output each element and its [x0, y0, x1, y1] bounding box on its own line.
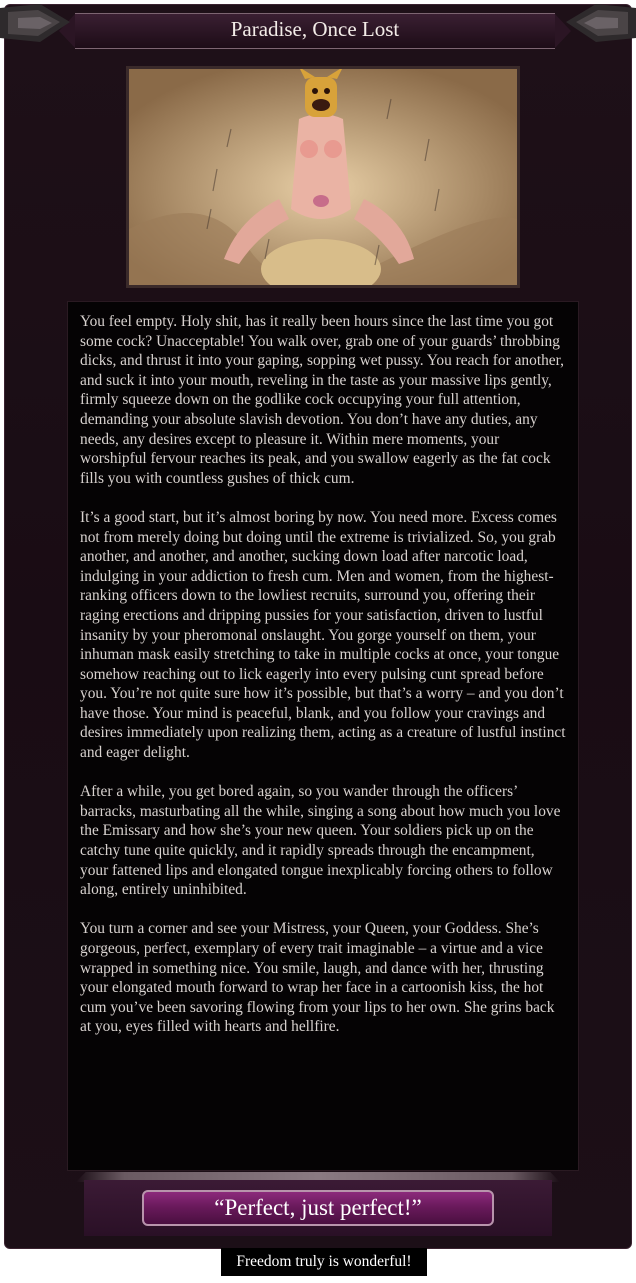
story-paragraph: You feel empty. Holy shit, has it really been hours since the last time you got some cock? Unacceptable! You walk over, grab one of your guards’ throbbing dicks, and thrust it into your gaping, sopping wet pussy. You reach for another, and suck it into your mouth, reveling in the taste as your massive lips gently, firmly squeeze down on the godlike cock occupying your full attention, demanding your absolute slavish devotion. You don’t have any duties, any needs, any desires except to pleasure it. Within mere moments, your worshipful fervour reaches its peak, and you swallow eagerly as the fat cock fills you with countless gushes of thick cum.: [80, 313, 564, 487]
right-ornament-icon: [566, 2, 636, 44]
scene-art-icon: [129, 69, 517, 285]
story-paragraph: After a while, you get bored again, so you wander through the officers’ barracks, masturbating all the while, singing a song about how much you love the Emissary and how she’s your new queen. Your soldiers pick up on the catchy tune quite quickly, and it rapidly spreads through the encampment, your fattened lips and elongated tongue inexplicably forcing others to follow along, entirely uninhibited.: [80, 783, 561, 899]
story-paragraph: It’s a good start, but it’s almost boring by now. You need more. Excess comes not from merely doing but doing until the extreme is trivialized. So, you grab another, and another, and another, sucking down load after narcotic load, indulging in your addiction to fresh cum. Men and women, from the highest-ranking officers down to the lowliest recruits, surround you, offering their raging erections and dripping pussies for your satisfaction, driven to lustful insanity by your pheromonal onslaught. You gorge yourself on them, your inhuman mask easily stretching to take in multiple cocks at once, your tongue somehow reaching out to lick eagerly into every pulsing cunt spread before you. You’re not quite sure how it’s possible, but that’s a worry – and you don’t have those. Your mind is peaceful, blank, and you follow your cravings and desires immediately upon realizing them, acting as a creature of lustful instinct and eager delight.: [80, 508, 566, 762]
event-title-bar: [75, 13, 555, 49]
left-ornament-icon: [0, 2, 70, 44]
story-paragraph: You turn a corner and see your Mistress, your Queen, your Goddess. She’s gorgeous, perfect, exemplary of every trait imaginable – a virtue and a vice wrapped in something nice. You smile, laugh, and dance with her, thrusting your elongated mouth forward to wrap her face in a cartoonish kiss, the hot cum you’ve been savoring flowing from your lips to her own. She grins back at you, eyes filled with hearts and hellfire.: [80, 920, 555, 1036]
event-illustration: [126, 66, 520, 288]
choice-button-perfect[interactable]: “Perfect, just perfect!”: [142, 1190, 494, 1226]
choice-tooltip: Freedom truly is wonderful!: [221, 1248, 427, 1276]
event-window: [4, 4, 632, 1249]
story-text-panel: [67, 301, 579, 1171]
event-title: Paradise, Once Lost: [230, 17, 400, 41]
